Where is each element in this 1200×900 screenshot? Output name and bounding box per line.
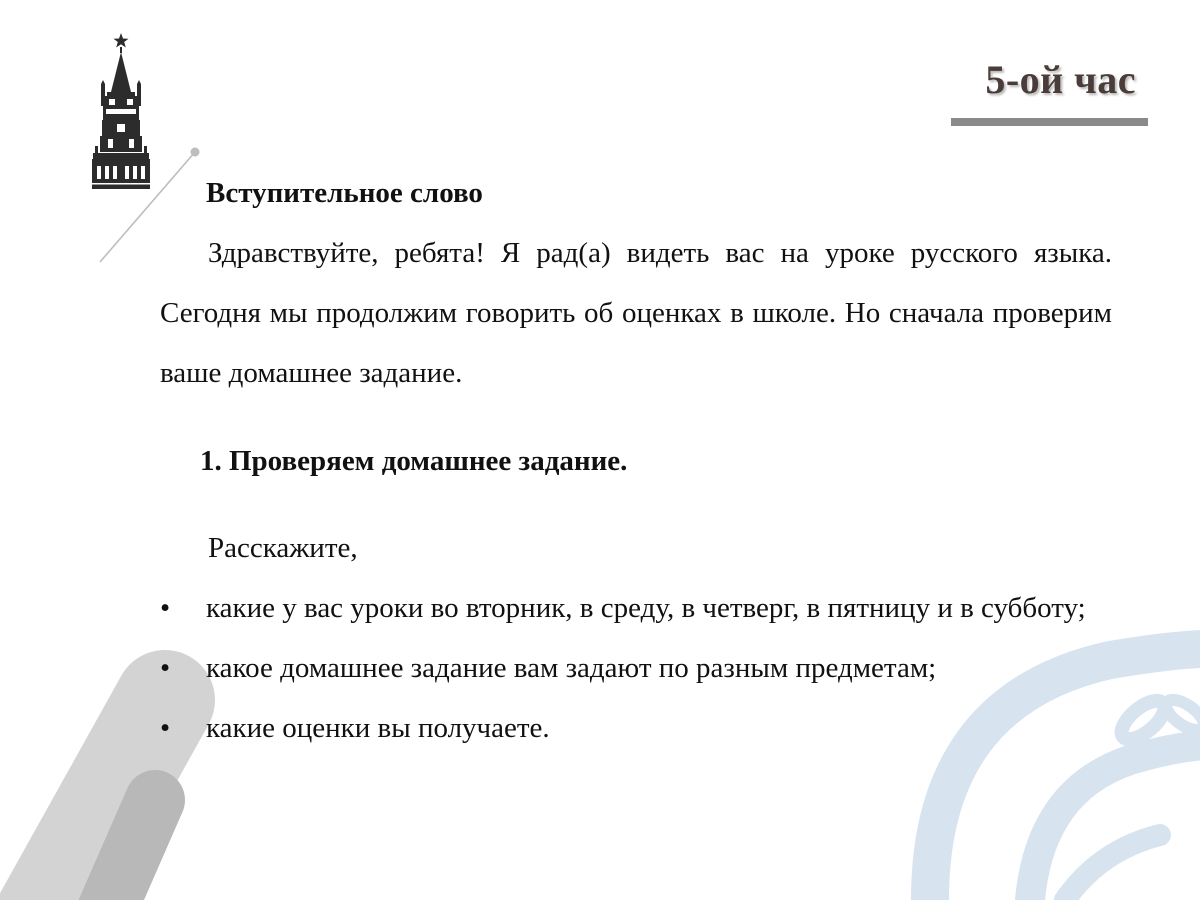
bullet-icon: •: [160, 652, 171, 684]
homework-questions-list: [160, 578, 1112, 758]
kremlin-tower-icon: [92, 33, 150, 189]
list-item: [160, 578, 1112, 638]
list-item: [160, 638, 1112, 698]
homework-lead: Расскажите,: [208, 532, 358, 564]
list-item-text: какие у вас уроки во вторник, в среду, в четверг, в пятницу и в субботу;: [206, 592, 1086, 624]
bullet-icon: •: [160, 712, 171, 744]
intro-paragraph: Здравствуйте, ребята! Я рад(а) видеть вас на уроке русского языка. Сегодня мы продолжим говорить об оценках в школе. Но сначала проверим ваше домашнее задание.: [160, 237, 1112, 389]
lesson-title: 5-ой час: [985, 57, 1136, 102]
list-item-text: какие оценки вы получаете.: [206, 712, 550, 744]
accent-dot: [191, 148, 200, 157]
list-item-text: какое домашнее задание вам задают по разным предметам;: [206, 652, 937, 684]
ribbon-decoration: [20, 700, 165, 900]
intro-heading: Вступительное слово: [206, 177, 483, 209]
bullet-icon: •: [160, 592, 171, 624]
title-underline: [951, 118, 1148, 126]
homework-heading: 1. Проверяем домашнее задание.: [200, 445, 628, 477]
lesson-content: [160, 163, 1112, 758]
list-item: [160, 698, 1112, 758]
